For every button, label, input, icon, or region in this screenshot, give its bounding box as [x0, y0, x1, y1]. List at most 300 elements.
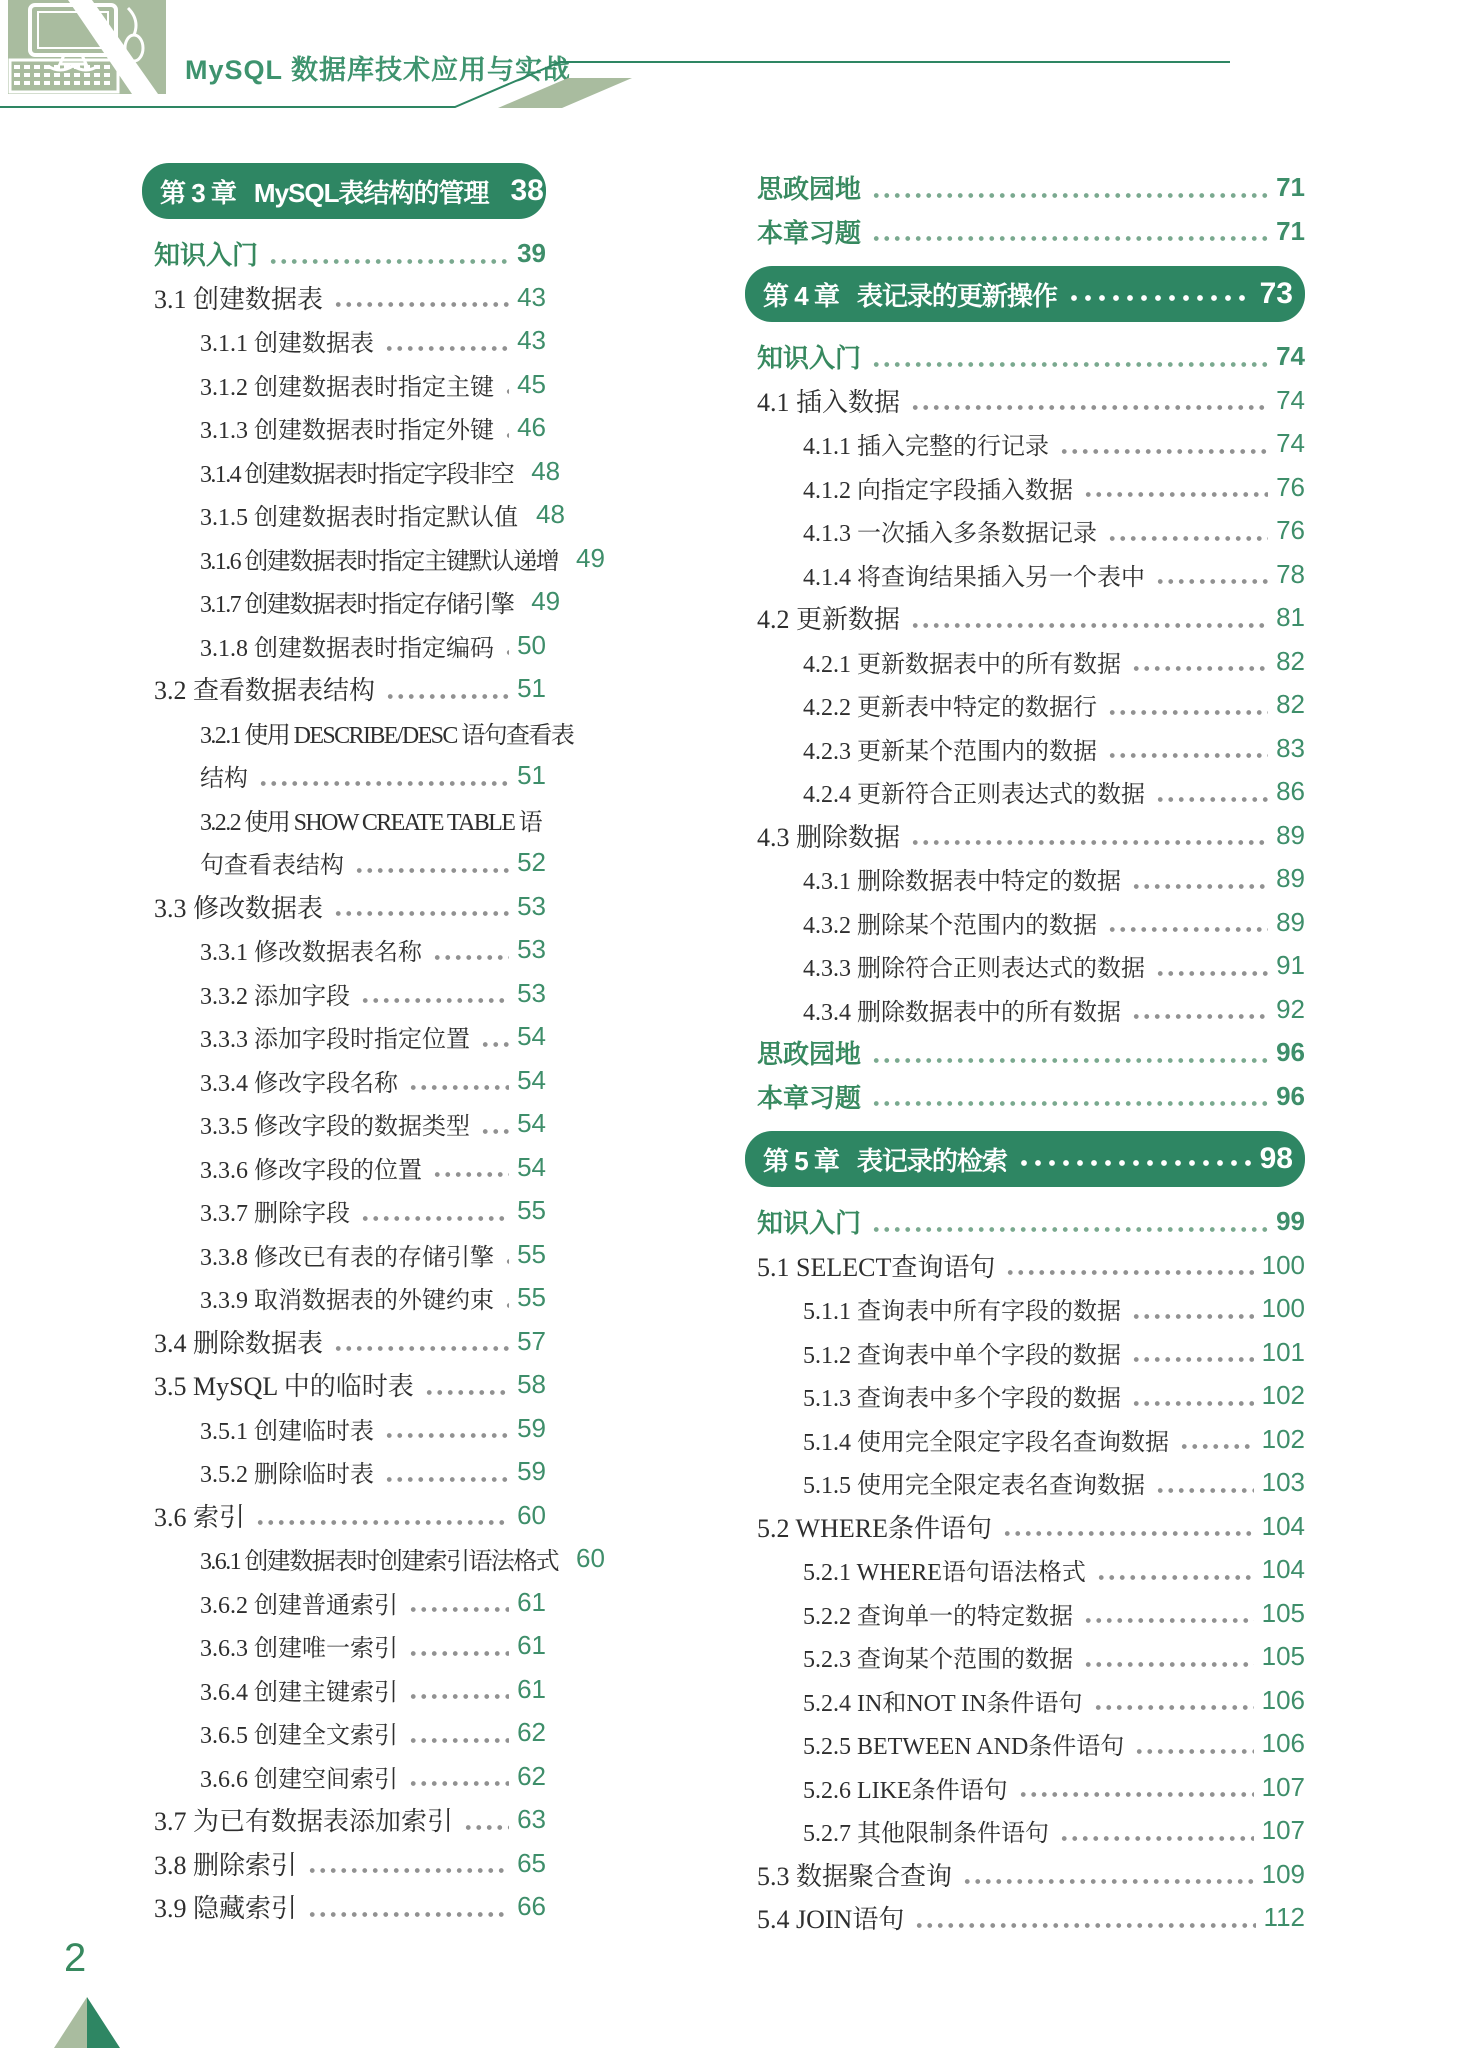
section-heading-row	[745, 335, 1305, 379]
page-number: 58	[517, 1369, 546, 1400]
toc-entry-row	[142, 1233, 546, 1277]
toc-entry-row	[142, 1320, 546, 1364]
page-number: 39	[517, 238, 546, 269]
page-number: 48	[531, 455, 561, 486]
entry-text: 本章习题	[757, 1082, 862, 1113]
dot-leader	[1083, 1661, 1254, 1668]
page-number: 74	[1276, 428, 1305, 459]
entry-text: 5.2.1 WHERE语句语法格式	[803, 1560, 1086, 1587]
dot-leader	[408, 1693, 509, 1700]
chapter-title: 表记录的检索	[856, 1145, 1007, 1176]
toc-entry-row	[142, 841, 546, 885]
dot-leader	[408, 1084, 509, 1091]
dot-leader	[268, 258, 509, 265]
entry-text: 5.2.2 查询单一的特定数据	[803, 1603, 1073, 1630]
toc-entry-row	[142, 1668, 546, 1712]
toc-entry-row	[745, 1461, 1305, 1505]
chapter-title: MySQL表结构的管理	[253, 177, 489, 208]
page-number: 81	[1276, 602, 1305, 633]
entry-text: 5.4 JOIN语句	[757, 1905, 905, 1935]
page-number: 54	[517, 1151, 546, 1182]
toc-entry-row	[142, 1537, 605, 1581]
dot-leader	[463, 1824, 509, 1831]
toc-entry-row	[745, 1331, 1305, 1375]
book-title: MySQL 数据库技术应用与实战	[185, 55, 572, 85]
dot-leader	[1067, 294, 1252, 302]
toc-entry-row	[142, 276, 546, 320]
dot-leader	[307, 1867, 509, 1874]
entry-text: 5.2.4 IN和NOT IN条件语句	[803, 1690, 1083, 1717]
dot-leader	[910, 839, 1268, 846]
page-number: 49	[531, 586, 561, 617]
toc-entry-row	[142, 1276, 546, 1320]
entry-text: 3.5.1 创建临时表	[200, 1418, 374, 1445]
entry-text: 3.6.3 创建唯一索引	[200, 1636, 398, 1663]
section-heading-row	[745, 1075, 1305, 1119]
page-number: 102	[1261, 1380, 1305, 1411]
toc-entry-row	[745, 553, 1305, 597]
toc-entry-row	[745, 509, 1305, 553]
toc-entry-row	[745, 640, 1305, 684]
page-number: 89	[1276, 819, 1305, 850]
entry-text: 3.3.1 修改数据表名称	[200, 940, 422, 967]
entry-text: 3.1.2 创建数据表时指定主键	[200, 374, 494, 401]
toc-entry-row	[142, 1885, 546, 1929]
entry-text: 4.3 删除数据	[757, 822, 901, 852]
toc-column-right	[745, 166, 1305, 1940]
toc-entry-row	[745, 1896, 1305, 1940]
chapter-number: 第 3 章	[160, 177, 236, 208]
toc-entry-row	[142, 1755, 546, 1799]
page-number: 60	[517, 1499, 546, 1530]
page-number: 49	[576, 542, 605, 573]
toc-entry-row	[745, 944, 1305, 988]
entry-text: 5.1 SELECT查询语句	[757, 1252, 996, 1282]
toc-entry-row	[745, 1592, 1305, 1636]
entry-text: 3.3.9 取消数据表的外键约束	[200, 1288, 494, 1315]
dot-leader	[432, 954, 509, 961]
dot-leader	[1131, 1356, 1254, 1363]
section-heading-row	[142, 232, 546, 276]
page-number: 107	[1261, 1815, 1305, 1846]
entry-text: 思政园地	[757, 1039, 862, 1070]
entry-text: 知识入门	[757, 1208, 862, 1239]
toc-entry-row	[142, 1450, 546, 1494]
toc-entry-row	[745, 1722, 1305, 1766]
toc-entry-row	[142, 1015, 546, 1059]
toc-entry-row	[142, 972, 546, 1016]
entry-text: 4.2.1 更新数据表中的所有数据	[803, 651, 1121, 678]
page-number: 89	[1276, 863, 1305, 894]
page-number: 101	[1261, 1336, 1305, 1367]
toc-entry-row	[745, 1635, 1305, 1679]
toc-entry-row	[745, 770, 1305, 814]
entry-text: 4.1.1 插入完整的行记录	[803, 434, 1049, 461]
entry-text: 结构	[200, 766, 248, 793]
dot-leader	[910, 404, 1268, 411]
toc-entry-row	[745, 988, 1305, 1032]
entry-text: 知识入门	[757, 343, 862, 374]
page-number: 99	[1276, 1206, 1305, 1237]
toc-entry-row	[142, 450, 561, 494]
dot-leader	[871, 1100, 1268, 1107]
page-number: 100	[1261, 1293, 1305, 1324]
page-number: 54	[517, 1064, 546, 1095]
entry-text: 3.3.3 添加字段时指定位置	[200, 1027, 470, 1054]
dot-leader	[307, 1911, 509, 1918]
page-number: 61	[517, 1630, 546, 1661]
page-number: 43	[517, 281, 546, 312]
dot-leader	[1131, 665, 1268, 672]
entry-text: 3.3.2 添加字段	[200, 983, 350, 1010]
dot-leader	[480, 1041, 509, 1048]
dot-leader	[1018, 1791, 1254, 1798]
dot-leader	[1059, 448, 1268, 455]
entry-text: 3.1.3 创建数据表时指定外键	[200, 418, 494, 445]
chapter-heading-band	[745, 1131, 1305, 1187]
entry-text: 3.6.6 创建空间索引	[200, 1766, 398, 1793]
dot-leader	[384, 345, 509, 352]
entry-text: 4.3.1 删除数据表中特定的数据	[803, 869, 1121, 896]
page-number: 106	[1261, 1684, 1305, 1715]
page-number: 53	[517, 934, 546, 965]
toc-entry-row	[745, 1505, 1305, 1549]
entry-text: 5.2.3 查询某个范围的数据	[803, 1647, 1073, 1674]
entry-text: 5.1.3 查询表中多个字段的数据	[803, 1386, 1121, 1413]
toc-entry-row	[142, 1407, 546, 1451]
entry-text: 3.2 查看数据表结构	[154, 676, 376, 706]
dot-leader	[1002, 1530, 1254, 1537]
dot-leader	[1107, 709, 1268, 716]
toc-entry-row	[142, 580, 561, 624]
chapter-title: 表记录的更新操作	[856, 280, 1057, 311]
page-number: 66	[517, 1891, 546, 1922]
page-number: 62	[517, 1717, 546, 1748]
page-number: 53	[517, 977, 546, 1008]
toc-entry-row	[745, 596, 1305, 640]
page-number: 76	[1276, 471, 1305, 502]
page-number: 59	[517, 1456, 546, 1487]
dot-leader	[1005, 1269, 1253, 1276]
page-number: 55	[517, 1282, 546, 1313]
page-number: 46	[517, 412, 546, 443]
page-number: 105	[1261, 1597, 1305, 1628]
chapter-page-number: 73	[1259, 277, 1293, 310]
page-number: 63	[517, 1804, 546, 1835]
entry-text: 4.3.2 删除某个范围内的数据	[803, 912, 1097, 939]
page-number: 112	[1263, 1902, 1305, 1933]
toc-entry-row	[142, 798, 546, 842]
entry-text: 3.5 MySQL 中的临时表	[154, 1372, 414, 1402]
toc-entry-row	[142, 1842, 546, 1886]
entry-text: 5.1.1 查询表中所有字段的数据	[803, 1299, 1121, 1326]
toc-entry-row	[142, 1363, 546, 1407]
entry-text: 3.5.2 删除临时表	[200, 1462, 374, 1489]
entry-text: 3.1.1 创建数据表	[200, 331, 374, 358]
dot-leader	[910, 622, 1268, 629]
dot-leader	[871, 1226, 1268, 1233]
toc-entry-row	[745, 683, 1305, 727]
page-number: 96	[1276, 1037, 1305, 1068]
toc-entry-row	[745, 1548, 1305, 1592]
dot-leader	[1131, 883, 1268, 890]
page-number: 45	[517, 368, 546, 399]
dot-leader	[408, 1606, 509, 1613]
entry-text: 4.2.2 更新表中特定的数据行	[803, 695, 1097, 722]
entry-text: 3.6.2 创建普通索引	[200, 1592, 398, 1619]
section-heading-row	[745, 166, 1305, 210]
toc-entry-row	[745, 901, 1305, 945]
dot-leader	[1155, 970, 1268, 977]
dot-leader	[504, 432, 509, 439]
dot-leader	[1155, 578, 1268, 585]
entry-text: 4.2.3 更新某个范围内的数据	[803, 738, 1097, 765]
page-number: 82	[1276, 645, 1305, 676]
dot-leader	[360, 997, 509, 1004]
entry-text: 3.6 索引	[154, 1502, 246, 1532]
chapter-number: 第 4 章	[763, 280, 839, 311]
dot-leader	[385, 693, 509, 700]
entry-text: 5.2 WHERE条件语句	[757, 1513, 992, 1543]
page-number: 91	[1276, 950, 1305, 981]
page-number: 62	[517, 1760, 546, 1791]
entry-text: 4.1.2 向指定字段插入数据	[803, 477, 1073, 504]
dot-leader	[871, 361, 1268, 368]
toc-entry-row	[142, 885, 546, 929]
entry-text: 句查看表结构	[200, 853, 344, 880]
toc-entry-row	[142, 754, 546, 798]
chapter-number: 第 5 章	[763, 1145, 839, 1176]
toc-entry-row	[142, 1624, 546, 1668]
toc-entry-row	[745, 466, 1305, 510]
toc-column-left	[142, 163, 605, 1929]
entry-text: 5.1.2 查询表中单个字段的数据	[803, 1342, 1121, 1369]
entry-text: 3.8 删除索引	[154, 1850, 298, 1880]
page-number: 61	[517, 1586, 546, 1617]
toc-entry-row	[745, 1418, 1305, 1462]
toc-entry-row	[142, 1189, 546, 1233]
entry-text: 5.3 数据聚合查询	[757, 1861, 953, 1891]
chapter-page-number: 38	[510, 174, 544, 207]
page-number: 103	[1261, 1467, 1305, 1498]
entry-text: 3.9 隐藏索引	[154, 1894, 298, 1924]
entry-text: 3.1.5 创建数据表时指定默认值	[200, 505, 518, 532]
entry-text: 5.2.6 LIKE条件语句	[803, 1777, 1008, 1804]
dot-leader	[1155, 1487, 1254, 1494]
dot-leader	[384, 1432, 509, 1439]
header-accent-shape	[498, 78, 632, 108]
entry-text: 3.3.6 修改字段的位置	[200, 1157, 422, 1184]
dot-leader	[333, 910, 509, 917]
page-number: 54	[517, 1021, 546, 1052]
entry-text: 3.3.4 修改字段名称	[200, 1070, 398, 1097]
page-number: 55	[517, 1238, 546, 1269]
dot-leader	[499, 191, 503, 199]
page-number: 48	[536, 499, 565, 530]
corner-triangle-decoration	[50, 1997, 124, 2048]
entry-text: 4.2 更新数据	[757, 605, 901, 635]
section-heading-row	[745, 1031, 1305, 1075]
entry-text: 4.3.3 删除符合正则表达式的数据	[803, 956, 1145, 983]
page-number: 100	[1261, 1249, 1305, 1280]
entry-text: 3.4 删除数据表	[154, 1328, 324, 1358]
page-number: 102	[1261, 1423, 1305, 1454]
dot-leader	[408, 1737, 509, 1744]
page-number: 89	[1276, 906, 1305, 937]
page-number: 92	[1276, 993, 1305, 1024]
toc-entry-row	[142, 1102, 546, 1146]
entry-text: 3.6.5 创建全文索引	[200, 1723, 398, 1750]
toc-entry-row	[745, 1287, 1305, 1331]
entry-text: 3.3.8 修改已有表的存储引擎	[200, 1244, 494, 1271]
dot-leader	[432, 1171, 509, 1178]
entry-text: 4.1.4 将查询结果插入另一个表中	[803, 564, 1145, 591]
page-number: 50	[517, 629, 546, 660]
page-number: 104	[1261, 1510, 1305, 1541]
toc-entry-row	[142, 537, 605, 581]
toc-entry-row	[142, 711, 574, 755]
toc-entry-row	[142, 1494, 546, 1538]
page-number: 60	[576, 1543, 605, 1574]
entry-text: 思政园地	[757, 174, 862, 205]
entry-text: 3.1.8 创建数据表时指定编码	[200, 635, 494, 662]
dot-leader	[1096, 1574, 1254, 1581]
page-number: 107	[1261, 1771, 1305, 1802]
entry-text: 3.1.4 创建数据表时指定字段非空	[200, 461, 514, 488]
entry-text: 4.1.3 一次插入多条数据记录	[803, 521, 1097, 548]
dot-leader	[871, 1057, 1268, 1064]
entry-text: 3.7 为已有数据表添加索引	[154, 1807, 454, 1837]
toc-entry-row	[142, 624, 546, 668]
toc-entry-row	[142, 319, 546, 363]
dot-leader	[480, 1128, 509, 1135]
dot-leader	[384, 1476, 509, 1483]
dot-leader	[333, 1345, 509, 1352]
dot-leader	[1131, 1400, 1254, 1407]
page-number: 71	[1276, 215, 1305, 246]
dot-leader	[1107, 926, 1268, 933]
page-number: 78	[1276, 558, 1305, 589]
entry-text: 3.2.1 使用 DESCRIBE/DESC 语句查看表	[200, 722, 574, 749]
toc-entry-row	[142, 1059, 546, 1103]
page-number: 74	[1276, 384, 1305, 415]
dot-leader	[258, 780, 509, 787]
dot-leader	[1131, 1313, 1254, 1320]
entry-text: 3.6.1 创建数据表时创建索引语法格式	[200, 1549, 558, 1576]
page-number: 61	[517, 1673, 546, 1704]
page-number: 106	[1261, 1728, 1305, 1759]
dot-leader	[354, 867, 509, 874]
page-number: 96	[1276, 1080, 1305, 1111]
section-heading-row	[745, 1200, 1305, 1244]
page-number: 43	[517, 325, 546, 356]
entry-text: 4.2.4 更新符合正则表达式的数据	[803, 782, 1145, 809]
chapter-heading-band	[745, 266, 1305, 322]
page-number: 104	[1261, 1554, 1305, 1585]
dot-leader	[333, 301, 509, 308]
dot-leader	[360, 1215, 509, 1222]
dot-leader	[1083, 491, 1268, 498]
toc-entry-row	[142, 363, 546, 407]
dot-leader	[255, 1519, 509, 1526]
page-number: 59	[517, 1412, 546, 1443]
page-number: 83	[1276, 732, 1305, 763]
toc-entry-row	[142, 1581, 546, 1625]
dot-leader	[1107, 752, 1268, 759]
entry-text: 3.6.4 创建主键索引	[200, 1679, 398, 1706]
dot-leader	[1134, 1748, 1253, 1755]
page-number: 71	[1276, 172, 1305, 203]
entry-text: 5.1.5 使用完全限定表名查询数据	[803, 1473, 1145, 1500]
dot-leader	[871, 235, 1268, 242]
dot-leader	[408, 1650, 509, 1657]
toc-entry-row	[745, 814, 1305, 858]
dot-leader	[504, 1302, 509, 1309]
chapter-page-number: 98	[1259, 1142, 1293, 1175]
page-number: 74	[1276, 341, 1305, 372]
toc-entry-row	[745, 1374, 1305, 1418]
toc-entry-row	[745, 1766, 1305, 1810]
page-number: 86	[1276, 776, 1305, 807]
entry-text: 3.3.7 删除字段	[200, 1201, 350, 1228]
dot-leader	[1093, 1704, 1254, 1711]
toc-entry-row	[745, 422, 1305, 466]
toc-entry-row	[745, 1679, 1305, 1723]
entry-text: 4.1 插入数据	[757, 387, 901, 417]
page-number: 54	[517, 1108, 546, 1139]
dot-leader	[504, 649, 509, 656]
dot-leader	[1179, 1443, 1254, 1450]
entry-text: 3.3 修改数据表	[154, 893, 324, 923]
dot-leader	[408, 1780, 509, 1787]
dot-leader	[504, 1258, 509, 1265]
page-number: 51	[517, 673, 546, 704]
section-heading-row	[745, 210, 1305, 254]
header-rule	[0, 0, 1457, 130]
page-number: 52	[517, 847, 546, 878]
page-number: 76	[1276, 515, 1305, 546]
dot-leader	[424, 1389, 509, 1396]
dot-leader	[1059, 1835, 1254, 1842]
page-number: 57	[517, 1325, 546, 1356]
toc-entry-row	[745, 727, 1305, 771]
entry-text: 5.1.4 使用完全限定字段名查询数据	[803, 1429, 1169, 1456]
entry-text: 5.2.5 BETWEEN AND条件语句	[803, 1734, 1125, 1761]
toc-entry-row	[745, 857, 1305, 901]
entry-text: 3.1.6 创建数据表时指定主键默认递增	[200, 548, 558, 575]
toc-entry-row	[142, 928, 546, 972]
toc-entry-row	[745, 1244, 1305, 1288]
dot-leader	[962, 1878, 1254, 1885]
page-number: 65	[517, 1847, 546, 1878]
page-number: 82	[1276, 689, 1305, 720]
toc-entry-row	[142, 1798, 546, 1842]
toc-entry-row	[745, 379, 1305, 423]
toc-entry-row	[745, 1853, 1305, 1897]
dot-leader	[871, 192, 1268, 199]
toc-entry-row	[142, 667, 546, 711]
entry-text: 3.3.5 修改字段的数据类型	[200, 1114, 470, 1141]
page-number: 55	[517, 1195, 546, 1226]
toc-entry-row	[142, 1146, 546, 1190]
dot-leader	[914, 1922, 1255, 1929]
entry-text: 知识入门	[154, 240, 259, 271]
dot-leader	[1131, 1013, 1268, 1020]
page-number: 109	[1261, 1858, 1305, 1889]
page-number: 105	[1261, 1641, 1305, 1672]
dot-leader	[504, 388, 509, 395]
page-number: 51	[517, 760, 546, 791]
